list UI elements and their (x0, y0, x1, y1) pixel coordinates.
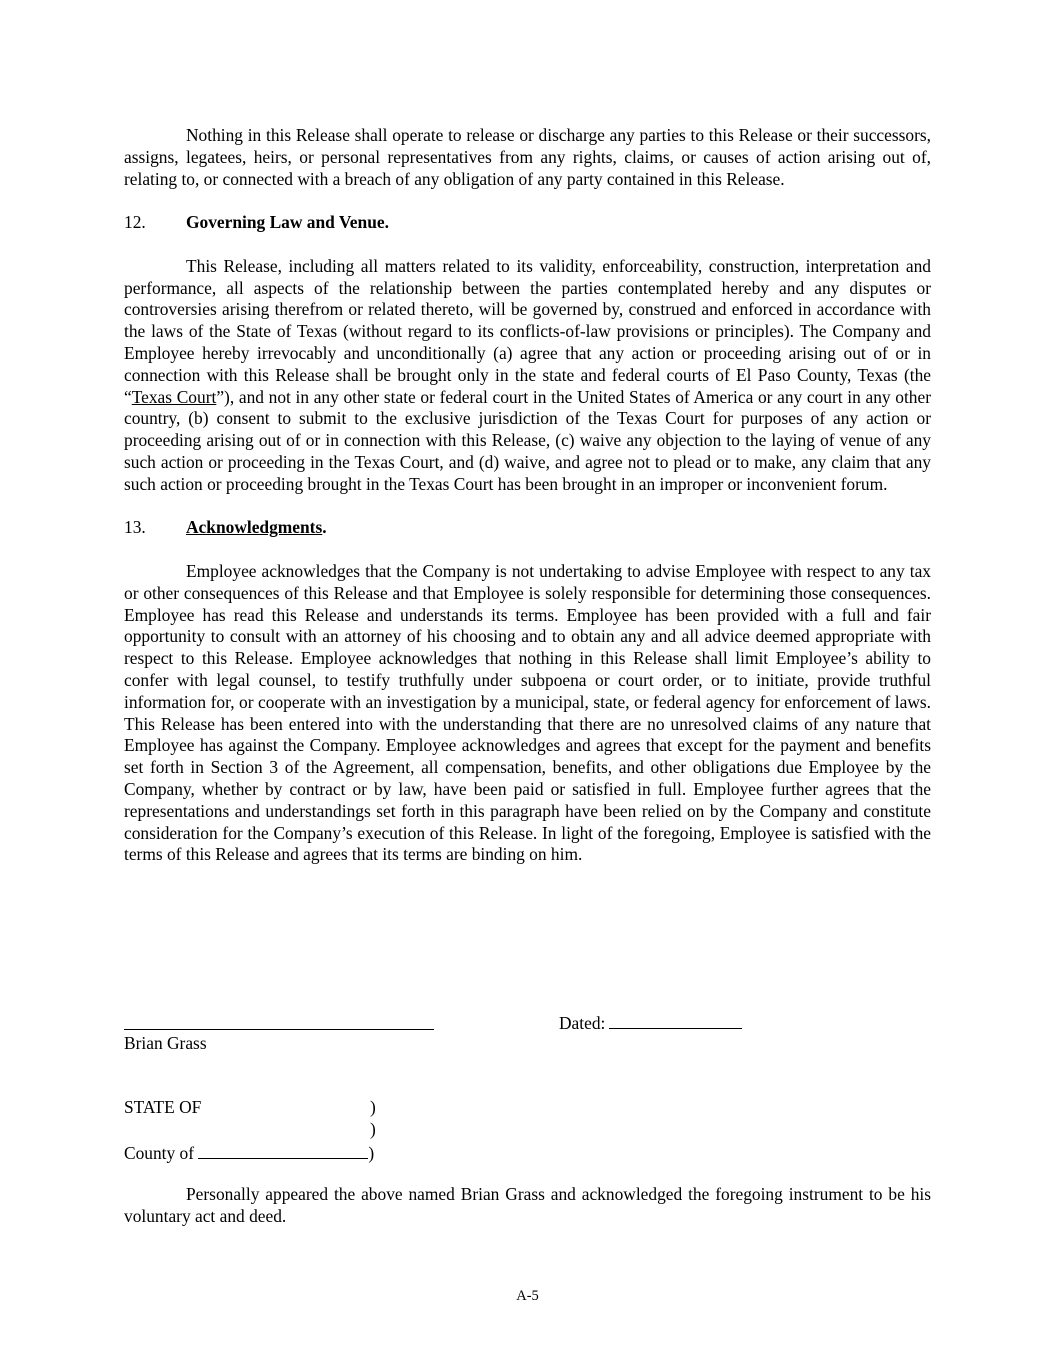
bracket: ) (370, 1119, 376, 1139)
acknowledgment-paragraph: Personally appeared the above named Brian Grass and acknowledged the foregoing instrument to be his voluntary act and deed. (124, 1184, 931, 1226)
signature-line[interactable] (124, 1029, 434, 1030)
section-12-heading (124, 212, 931, 234)
document-body (124, 125, 931, 866)
texas-court-term: Texas Court (131, 386, 217, 407)
page-number: A-5 (516, 1288, 539, 1304)
signer-name: Brian Grass (124, 1033, 207, 1053)
section-number: 13. (124, 517, 146, 538)
dated-label: Dated: (559, 1013, 606, 1033)
governing-law-paragraph: This Release, including all matters related to its validity, enforceability, construction, interpretation and performance, all aspects of the relationship between the parties contemplated hereby and any disputes or controversies arising therefrom or related thereto, will be governed by, construed and enforced in accordance with the laws of the State of Texas (without regard to its conflicts-of-law provisions or principles). The Company and Employee hereby irrevocably and unconditionally (a) agree that any action or proceeding arising out of or in connection with this Release shall be brought only in the state and federal courts of El Paso County, Texas (the “Texas Court”), and not in any other state or federal court in the United States of America or any court in any other country, (b) consent to submit to the exclusive jurisdiction of the Texas Court for purposes of any action or proceeding arising out of or in connection with this Release, (c) waive any objection to the laying of venue of any such action or proceeding in the Texas Court, and (d) waive, and agree not to plead or to make, any claim that any such action or proceeding brought in the Texas Court has been brought in an improper or inconvenient forum. (124, 255, 931, 494)
dated-field (559, 1011, 742, 1035)
acknowledgments-paragraph: Employee acknowledges that the Company is not undertaking to advise Employee with respect to any tax or other consequences of this Release and that Employee is solely responsible for determining those consequences. Employee has read this Release and understands its terms. Employee has been provided with a full and fair opportunity to consult with an attorney of his choosing and to obtain any and all advice deemed appropriate with respect to this Release. Employee acknowledges that nothing in this Release shall limit Employee’s ability to confer with legal counsel, to testify truthfully under subpoena or court order, or to initiate, provide truthful information for, or cooperate with an investigation by a municipal, state, or federal agency for enforcement of laws. This Release has been entered into with the understanding that there are no unresolved claims of any nature that Employee has against the Company. Employee acknowledges and agrees that except for the payment and benefits set forth in Section 3 of the Agreement, all compensation, benefits, and other obligations due Employee by the Company, whether by contract or by law, have been paid or satisfied in full. Employee further agrees that the representations and understandings set forth in this paragraph have been relied on by the Company and constitute consideration for the Company’s execution of this Release. In light of the foregoing, Employee is satisfied with the terms of this Release and agrees that its terms are binding on him. (124, 560, 931, 865)
section-number: 12. (124, 212, 146, 233)
date-blank[interactable] (609, 1011, 742, 1029)
county-label: County of (124, 1143, 195, 1163)
bracket: ) (368, 1143, 375, 1163)
release-paragraph: Nothing in this Release shall operate to release or discharge any parties to this Release or their successors, assigns, legatees, heirs, or personal representatives from any rights, claims, or causes of action arising out of, relating to, or connected with a breach of any obligation of any party contained in this Release. (124, 125, 931, 189)
county-blank[interactable] (198, 1141, 368, 1159)
section-title: Acknowledgments. (186, 517, 327, 538)
notary-acknowledgment (124, 1184, 931, 1228)
bracket: ) (370, 1097, 376, 1117)
signature-block (124, 1011, 931, 1033)
section-13-heading (124, 517, 931, 539)
notary-venue-block (124, 1097, 424, 1163)
section-title: Governing Law and Venue. (186, 212, 389, 233)
state-label: STATE OF (124, 1097, 202, 1117)
